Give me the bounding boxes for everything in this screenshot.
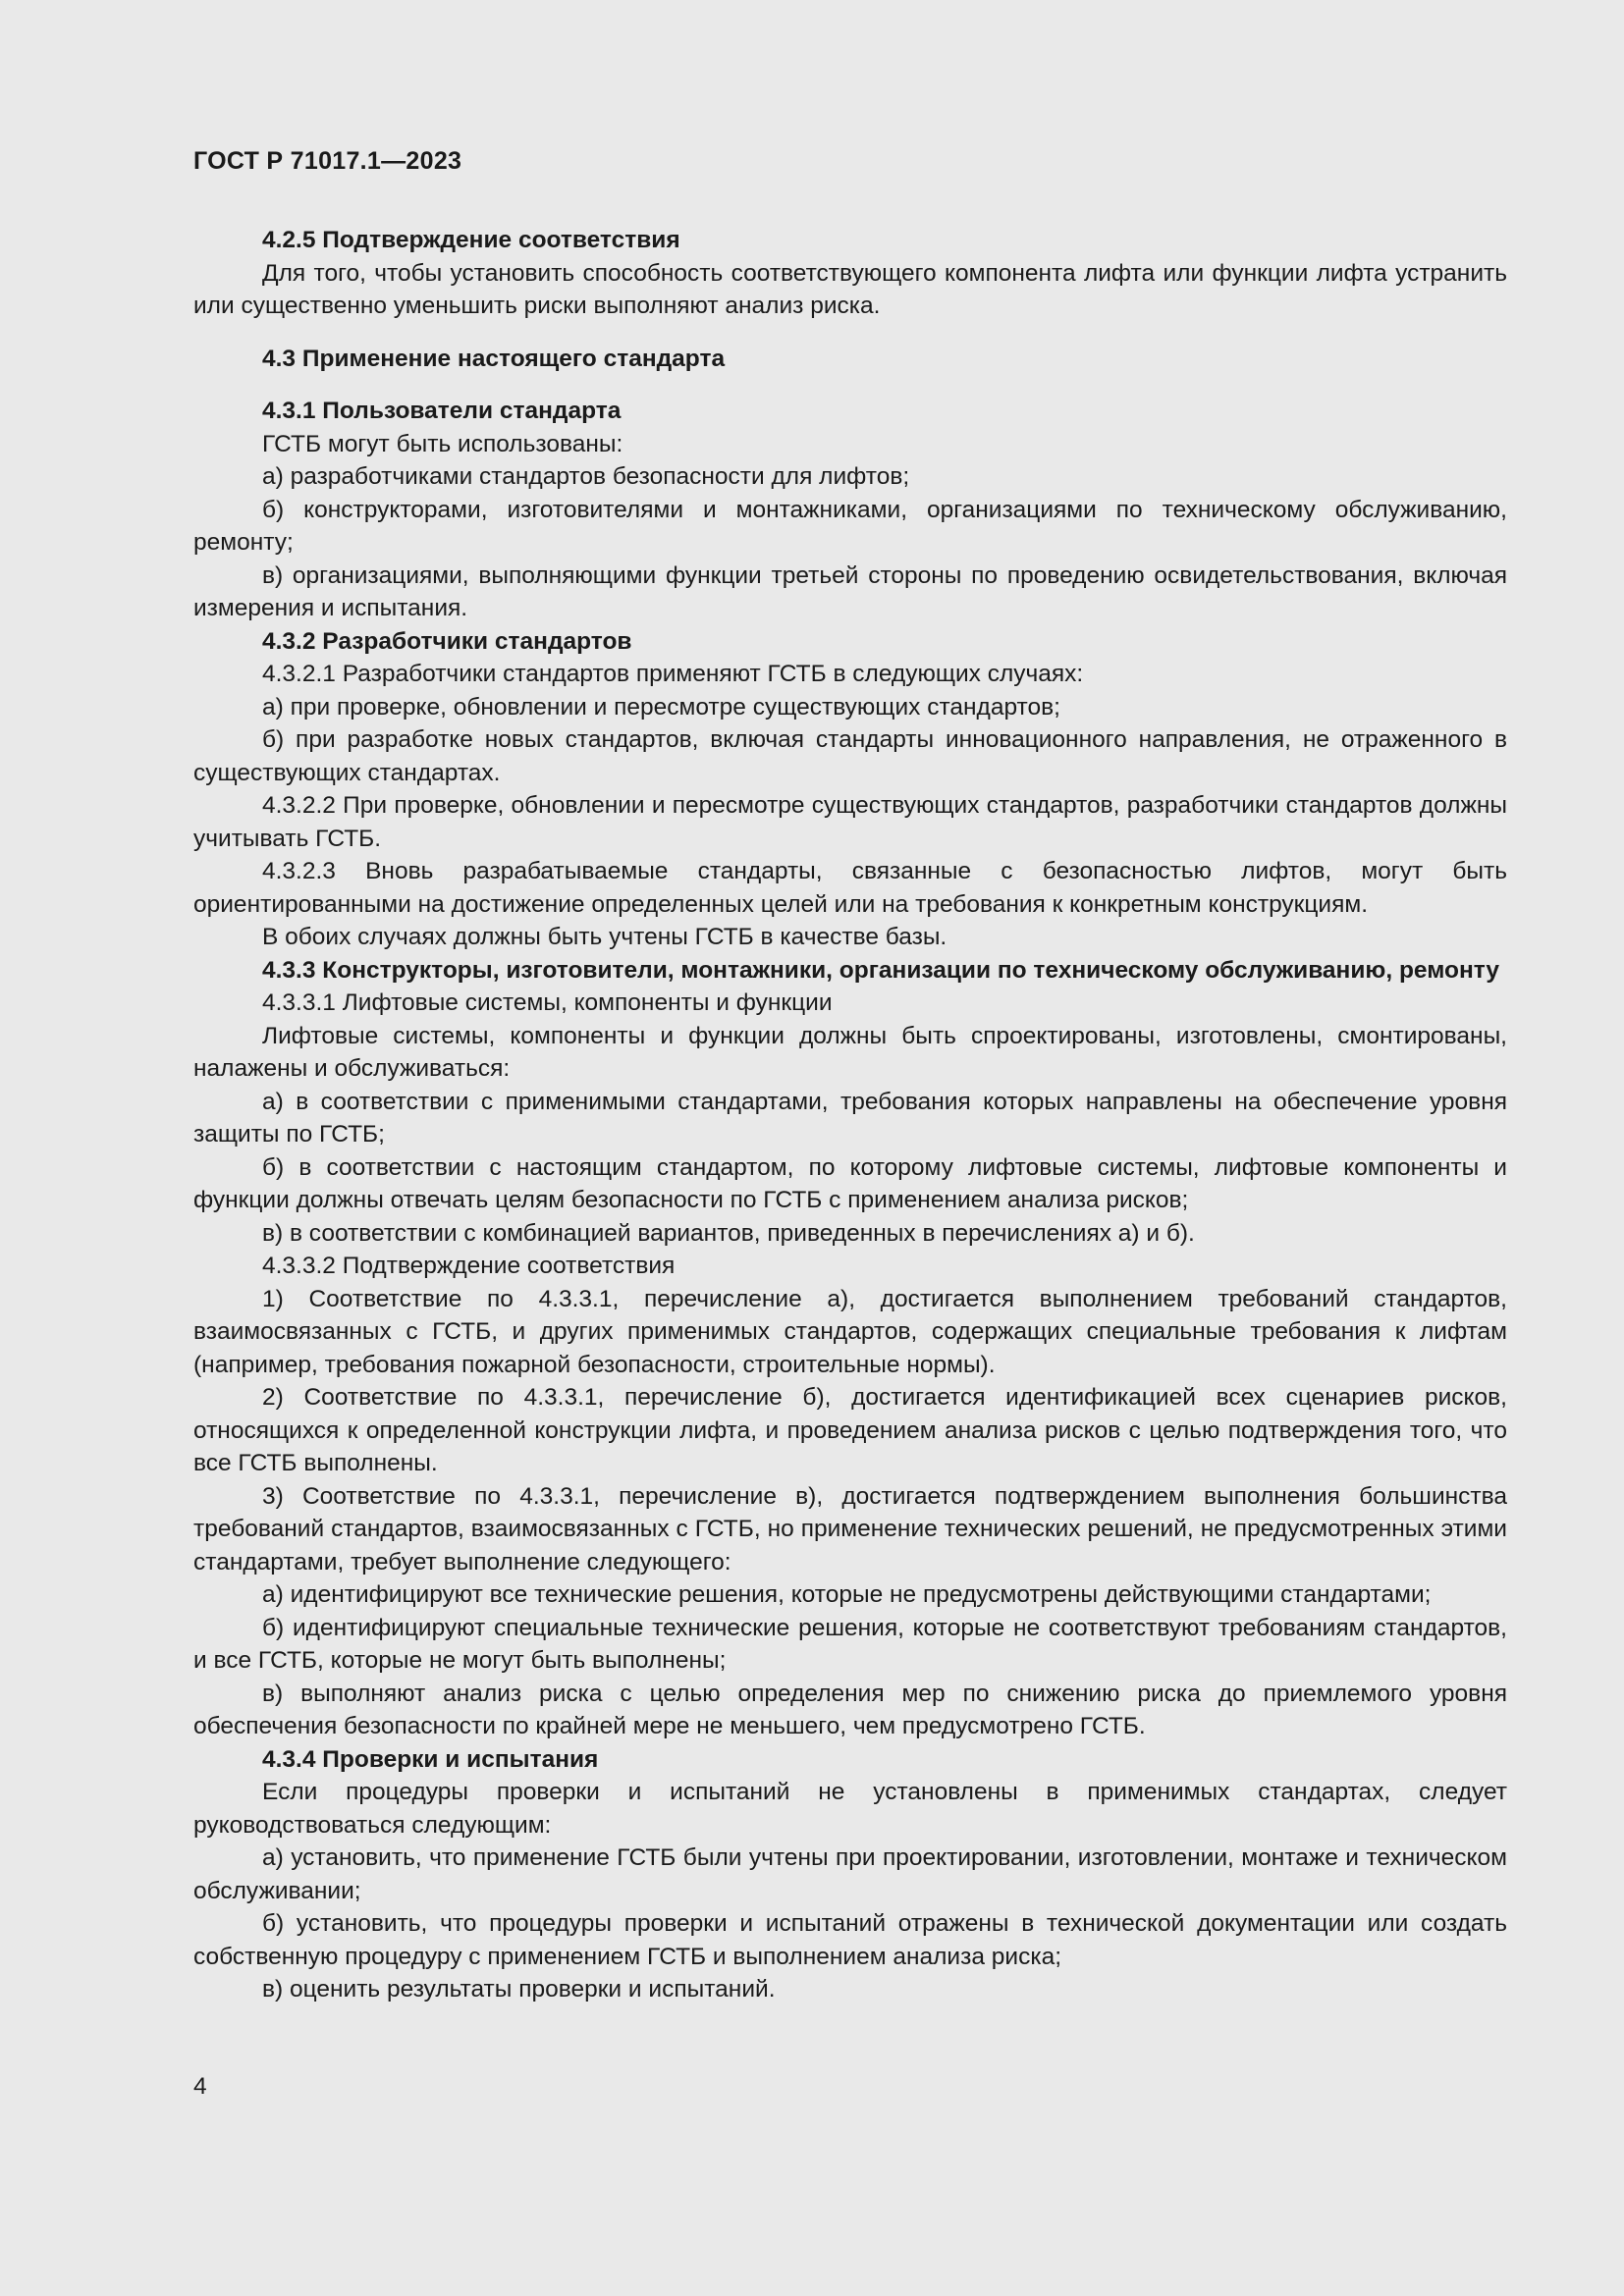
body-paragraph: 4.3.3.1 Лифтовые системы, компоненты и функции	[262, 989, 833, 1016]
body-paragraph: Для того, чтобы установить способность соответствующего компонента лифта или функции лифта устранить или существенно уменьшить риски выполняют анализ риска.	[193, 259, 1507, 319]
body-paragraph: ГСТБ могут быть использованы:	[262, 430, 623, 457]
body-paragraph: Лифтовые системы, компоненты и функции должны быть спроектированы, изготовлены, смонтированы, налажены и обслуживаться:	[193, 1022, 1507, 1082]
body-paragraph: 2) Соответствие по 4.3.3.1, перечисление б), достигается идентификацией всех сценариев рисков, относящихся к определенной конструкции лифта, и проведением анализа рисков с целью подтверждения того, что все ГСТБ выполнены.	[193, 1384, 1507, 1476]
section-heading: 4.3.1 Пользователи стандарта	[262, 398, 622, 424]
body-paragraph: 4.3.3.2 Подтверждение соответствия	[262, 1253, 676, 1279]
body-paragraph: а) при проверке, обновлении и пересмотре существующих стандартов;	[262, 693, 1060, 721]
body-paragraph: а) идентифицируют все технические решения, которые не предусмотрены действующими стандартами;	[262, 1581, 1432, 1608]
body-paragraph: 4.3.2.1 Разработчики стандартов применяют ГСТБ в следующих случаях:	[262, 661, 1084, 687]
section-heading: 4.3.3 Конструкторы, изготовители, монтажники, организации по техническому обслуживанию, ремонту	[262, 956, 1500, 984]
body-paragraph: 3) Соответствие по 4.3.3.1, перечисление в), достигается подтверждением выполнения большинства требований стандартов, взаимосвязанных с ГСТБ, но применение технических решений, не предусмотренных этими стандартами, требует выполнение следующего:	[193, 1482, 1507, 1575]
body-paragraph: б) установить, что процедуры проверки и испытаний отражены в технической документации или создать собственную процедуру с применением ГСТБ и выполнением анализа риска;	[193, 1910, 1507, 1970]
body-paragraph: б) конструкторами, изготовителями и монтажниками, организациями по техническому обслуживанию, ремонту;	[193, 496, 1507, 556]
document-header: ГОСТ Р 71017.1—2023	[193, 147, 462, 175]
body-paragraph: 4.3.2.2 При проверке, обновлении и пересмотре существующих стандартов, разработчики стандартов должны учитывать ГСТБ.	[193, 792, 1507, 852]
page-number: 4	[193, 2073, 207, 2100]
document-body	[193, 224, 1507, 2006]
body-paragraph: В обоих случаях должны быть учтены ГСТБ в качестве базы.	[262, 924, 947, 950]
body-paragraph: б) в соответствии с настоящим стандартом, по которому лифтовые системы, лифтовые компоненты и функции должны отвечать целям безопасности по ГСТБ с применением анализа рисков;	[193, 1153, 1507, 1213]
body-paragraph: 1) Соответствие по 4.3.3.1, перечисление а), достигается выполнением требований стандартов, взаимосвязанных с ГСТБ, и других применимых стандартов, содержащих специальные требования к лифтам (например, требования пожарной безопасности, строительные нормы).	[193, 1285, 1507, 1378]
section-heading: 4.3 Применение настоящего стандарта	[262, 345, 726, 372]
section-heading: 4.2.5 Подтверждение соответствия	[262, 227, 680, 253]
body-paragraph: в) в соответствии с комбинацией вариантов, приведенных в перечислениях а) и б).	[262, 1219, 1195, 1247]
body-paragraph: в) оценить результаты проверки и испытаний.	[262, 1976, 776, 2002]
section-heading: 4.3.2 Разработчики стандартов	[262, 627, 632, 655]
body-paragraph: в) организациями, выполняющими функции третьей стороны по проведению освидетельствования, включая измерения и испытания.	[193, 561, 1507, 621]
body-paragraph: а) установить, что применение ГСТБ были учтены при проектировании, изготовлении, монтаже и техническом обслуживании;	[193, 1844, 1507, 1904]
body-paragraph: Если процедуры проверки и испытаний не установлены в применимых стандартах, следует руководствоваться следующим:	[193, 1779, 1507, 1839]
body-paragraph: б) при разработке новых стандартов, включая стандарты инновационного направления, не отраженного в существующих стандартах.	[193, 726, 1507, 786]
body-paragraph: а) разработчиками стандартов безопасности для лифтов;	[262, 463, 910, 490]
body-paragraph: б) идентифицируют специальные технические решения, которые не соответствуют требованиям стандартов, и все ГСТБ, которые не могут быть выполнены;	[193, 1614, 1507, 1674]
section-heading: 4.3.4 Проверки и испытания	[262, 1745, 599, 1773]
body-paragraph: а) в соответствии с применимыми стандартами, требования которых направлены на обеспечение уровня защиты по ГСТБ;	[193, 1088, 1507, 1148]
body-paragraph: в) выполняют анализ риска с целью определения мер по снижению риска до приемлемого уровня обеспечения безопасности по крайней мере не меньшего, чем предусмотрено ГСТБ.	[193, 1680, 1507, 1739]
body-paragraph: 4.3.2.3 Вновь разрабатываемые стандарты, связанные с безопасностью лифтов, могут быть ориентированными на достижение определенных целей или на требования к конкретным конструкциям.	[193, 858, 1507, 918]
